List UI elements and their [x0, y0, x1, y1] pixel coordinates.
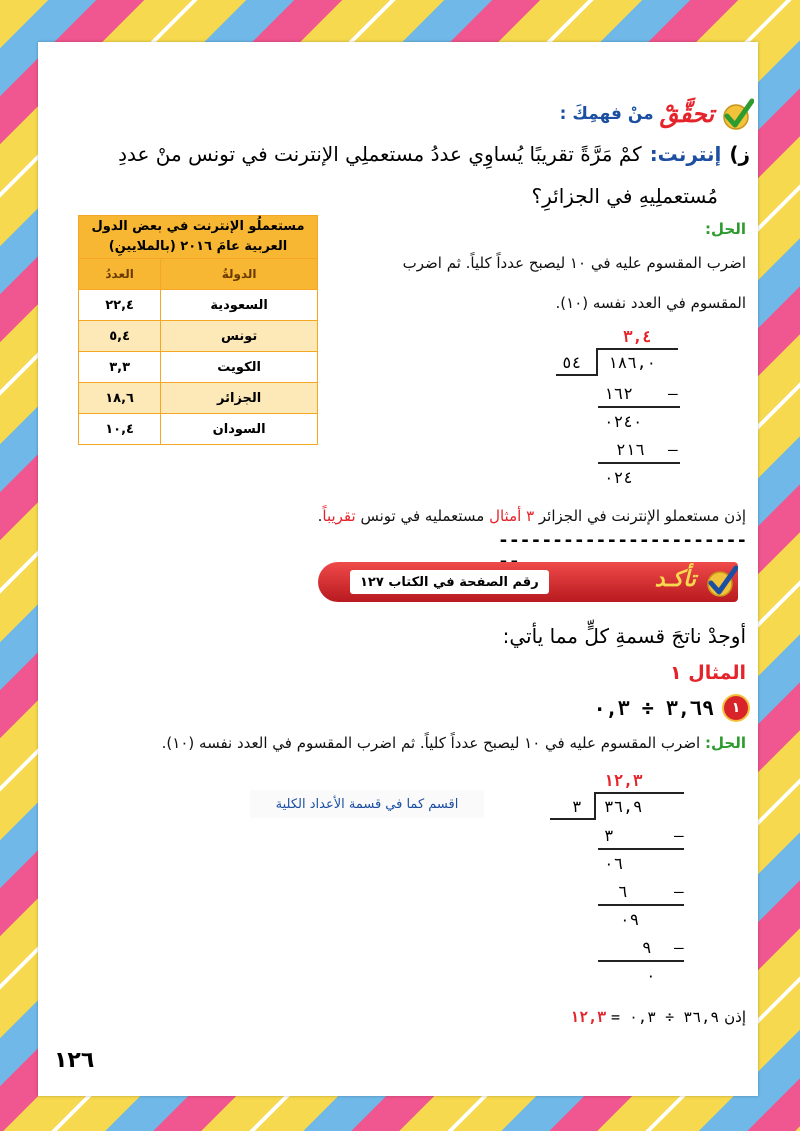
- solution-label: الحل:: [705, 734, 746, 752]
- example-label: المثال ١: [670, 662, 746, 684]
- problem-number-badge: [724, 696, 748, 720]
- divisor: ٥٤: [562, 353, 582, 372]
- step-line: [598, 848, 684, 850]
- solution-label: الحل:: [705, 220, 746, 238]
- conclusion-text-b: أمثال: [489, 507, 522, 525]
- division-bracket: [594, 792, 596, 820]
- section-heading: [560, 97, 754, 131]
- table-title-line-1: مستعملُو الإنترنت في بعض الدول: [91, 219, 305, 234]
- remainder-2: ٠٩: [620, 910, 640, 929]
- conclusion-text-d: تقريباً: [322, 507, 356, 525]
- solution-text-2: المقسوم في العدد نفسه (١٠).: [555, 294, 746, 312]
- question-letter: ز): [729, 142, 750, 166]
- step-line: [598, 904, 684, 906]
- country-cell: السعودية: [161, 290, 318, 321]
- minus-sign: –: [674, 882, 684, 901]
- dashed-separator: -----------------------: [498, 530, 748, 551]
- solution-text-1: اضرب المقسوم عليه في ١٠ ليصبح عدداً كلياً. ثم اضرب: [402, 254, 746, 272]
- country-cell: الكويت: [161, 352, 318, 383]
- problem-number: ١: [731, 700, 741, 716]
- step-line: [598, 462, 680, 464]
- dividend: ٣٦,٩: [604, 797, 643, 816]
- table-row: [79, 290, 318, 321]
- value-cell: ١٨,٦: [79, 383, 161, 414]
- column-header-country: الدولةُ: [161, 259, 318, 290]
- table-row: [79, 321, 318, 352]
- solution-2-line: [162, 734, 746, 752]
- remainder-2: ٠٢٤: [604, 468, 633, 487]
- table-row: [79, 352, 318, 383]
- conclusion-dot: .: [317, 507, 323, 525]
- problem-1: [594, 696, 748, 720]
- value-cell: ٥,٤: [79, 321, 161, 352]
- banner-word: تأكـد: [654, 567, 696, 592]
- table-title-line-2: العربية عامَ ٢٠١٦ (بالملايينِ): [108, 239, 288, 254]
- divisor-underline: [550, 818, 596, 820]
- remainder-1: ٠٢٤٠: [604, 412, 643, 431]
- problem-expression: ٣,٦٩ ÷ ٠,٣: [593, 696, 714, 720]
- country-cell: الجزائر: [161, 383, 318, 414]
- divisor-underline: [556, 374, 598, 376]
- step-line: [598, 960, 684, 962]
- minus-sign: –: [674, 826, 684, 845]
- final-answer: [570, 1008, 746, 1026]
- conclusion-text-a: إذن مستعملو الإنترنت في الجزائر: [538, 507, 746, 525]
- remainder-3: ٠: [646, 966, 656, 985]
- quotient: ٣,٤: [623, 327, 652, 346]
- quotient: ١٢,٣: [604, 771, 643, 790]
- conclusion-text-c: مستعمليه في تونس: [360, 507, 485, 525]
- question-text-1: كمْ مَرَّةً تقريبًا يُساوِي عددُ مستعملِي الإنترنت في تونس منْ عددِ: [118, 142, 642, 166]
- country-cell: تونس: [161, 321, 318, 352]
- minus-sign: –: [674, 938, 684, 957]
- internet-users-table: [78, 215, 318, 445]
- division-bar: [596, 348, 678, 350]
- hint-box: [250, 790, 484, 818]
- table-row: [79, 414, 318, 445]
- heading-subtitle: منْ فهمِكَ :: [559, 104, 654, 124]
- subtract-step-2: ٦: [618, 882, 628, 901]
- final-expression: ٣٦,٩ ÷ ٠,٣ =: [610, 1008, 720, 1026]
- conclusion-number: ٣: [526, 507, 535, 525]
- confirm-banner: [318, 562, 738, 602]
- value-cell: ١٠,٤: [79, 414, 161, 445]
- subtract-step-1: ٣: [604, 826, 614, 845]
- column-header-number: العددُ: [79, 259, 161, 290]
- country-cell: السودان: [161, 414, 318, 445]
- checkmark-icon: [704, 564, 738, 598]
- question-line-1: [50, 142, 750, 166]
- division-bracket: [596, 348, 598, 376]
- checkmark-icon: [720, 97, 754, 131]
- instruction: أوجدْ ناتجَ قسمةِ كلٍّ مما يأتي:: [502, 624, 746, 648]
- minus-sign: –: [668, 384, 678, 403]
- value-cell: ٢٢,٤: [79, 290, 161, 321]
- dividend: ١٨٦,٠: [608, 353, 657, 372]
- final-prefix: إذن: [724, 1008, 746, 1026]
- table-row: [79, 383, 318, 414]
- minus-sign: –: [668, 440, 678, 459]
- solution-text: اضرب المقسوم عليه في ١٠ ليصبح عدداً كلياً. ثم اضرب المقسوم في العدد نفسه (١٠).: [161, 734, 701, 752]
- subtract-step-1: ١٦٢: [604, 384, 633, 403]
- final-result: ١٢,٣: [570, 1008, 607, 1026]
- subtract-step-3: ٩: [642, 938, 652, 957]
- step-line: [598, 406, 680, 408]
- page-ref-text: رقم الصفحة في الكتاب ١٢٧: [360, 574, 539, 590]
- question-topic: إنترنت:: [649, 142, 722, 166]
- heading-title: تحقَّقْ: [659, 100, 714, 128]
- question-line-2: مُستعملِيهِ في الجزائرِ؟: [531, 184, 718, 208]
- divisor: ٣: [572, 797, 582, 816]
- conclusion-1: [318, 507, 746, 525]
- hint-text: اقسم كما في قسمة الأعداد الكلية: [275, 796, 459, 812]
- subtract-step-2: ٢١٦: [616, 440, 645, 459]
- page-number: ١٢٦: [54, 1048, 95, 1073]
- value-cell: ٣,٣: [79, 352, 161, 383]
- table-title: [79, 216, 318, 259]
- page-sheet: [38, 42, 758, 1096]
- remainder-1: ٠٦: [604, 854, 624, 873]
- division-bar: [594, 792, 684, 794]
- page-ref-box: [350, 570, 549, 594]
